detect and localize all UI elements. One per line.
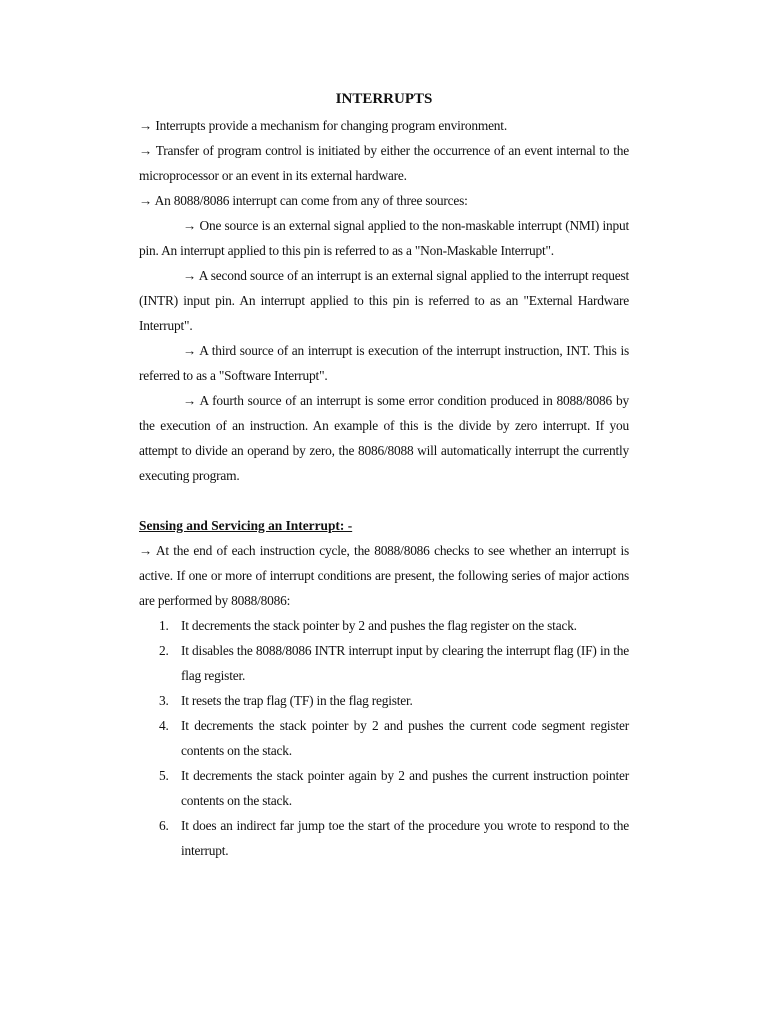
intro-paragraph-1	[139, 113, 629, 138]
arrow-icon: →	[139, 543, 153, 558]
list-item-text: It does an indirect far jump toe the start of the procedure you wrote to respond to the interrupt.	[181, 818, 629, 858]
page-content	[139, 87, 629, 863]
list-item-text: It disables the 8088/8086 INTR interrupt input by clearing the interrupt flag (IF) in the flag register.	[181, 643, 629, 683]
list-item-number: 2.	[159, 643, 169, 658]
paragraph-spacer	[139, 488, 629, 513]
intro-paragraph-2	[139, 138, 629, 188]
list-item-number: 1.	[159, 618, 169, 633]
intro-text: Transfer of program control is initiated by either the occurrence of an event internal to the microprocessor or an event in its external hardware.	[139, 143, 629, 183]
list-item-number: 4.	[159, 718, 169, 733]
list-item-text: It decrements the stack pointer by 2 and pushes the current code segment register contents on the stack.	[181, 718, 629, 758]
list-item-number: 6.	[159, 818, 169, 833]
intro-text: Interrupts provide a mechanism for changing program environment.	[155, 118, 507, 133]
steps-list	[139, 613, 629, 863]
source-text: A second source of an interrupt is an external signal applied to the interrupt request (INTR) input pin. An interrupt applied to this pin is referred to as an "External Hardware Interrupt".	[139, 268, 629, 333]
arrow-icon: →	[183, 218, 197, 233]
source-paragraph-2	[139, 263, 629, 338]
source-paragraph-3	[139, 338, 629, 388]
source-text: A third source of an interrupt is execution of the interrupt instruction, INT. This is referred to as a "Software Interrupt".	[139, 343, 629, 383]
list-item-text: It resets the trap flag (TF) in the flag register.	[181, 693, 413, 708]
list-item-text: It decrements the stack pointer by 2 and pushes the flag register on the stack.	[181, 618, 577, 633]
source-paragraph-4	[139, 388, 629, 488]
list-item	[139, 613, 629, 638]
page-title: INTERRUPTS	[335, 91, 433, 107]
list-item-number: 5.	[159, 768, 169, 783]
intro-paragraph-3	[139, 188, 629, 213]
source-text: A fourth source of an interrupt is some error condition produced in 8088/8086 by the execution of an instruction. An example of this is the divide by zero interrupt. If you attempt to divide an operand by zero, the 8086/8088 will automatically interrupt the currently executing program.	[139, 393, 629, 483]
arrow-icon: →	[139, 193, 153, 208]
arrow-icon: →	[183, 268, 197, 283]
arrow-icon: →	[139, 118, 153, 133]
section-lead-text: At the end of each instruction cycle, the 8088/8086 checks to see whether an interrupt is active. If one or more of interrupt conditions are present, the following series of major actions are performed by 8088/8086:	[139, 543, 629, 608]
section-lead-paragraph	[139, 538, 629, 613]
section-heading: Sensing and Servicing an Interrupt: -	[139, 518, 353, 533]
source-paragraph-1	[139, 213, 629, 263]
intro-text: An 8088/8086 interrupt can come from any of three sources:	[154, 193, 468, 208]
list-item	[139, 688, 629, 713]
arrow-icon: →	[183, 393, 197, 408]
list-item	[139, 763, 629, 813]
list-item-text: It decrements the stack pointer again by 2 and pushes the current instruction pointer contents on the stack.	[181, 768, 629, 808]
arrow-icon: →	[183, 343, 197, 358]
list-item	[139, 713, 629, 763]
list-item	[139, 638, 629, 688]
list-item	[139, 813, 629, 863]
arrow-icon: →	[139, 143, 153, 158]
list-item-number: 3.	[159, 693, 169, 708]
source-text: One source is an external signal applied to the non-maskable interrupt (NMI) input pin. An interrupt applied to this pin is referred to as a "Non-Maskable Interrupt".	[139, 218, 629, 258]
